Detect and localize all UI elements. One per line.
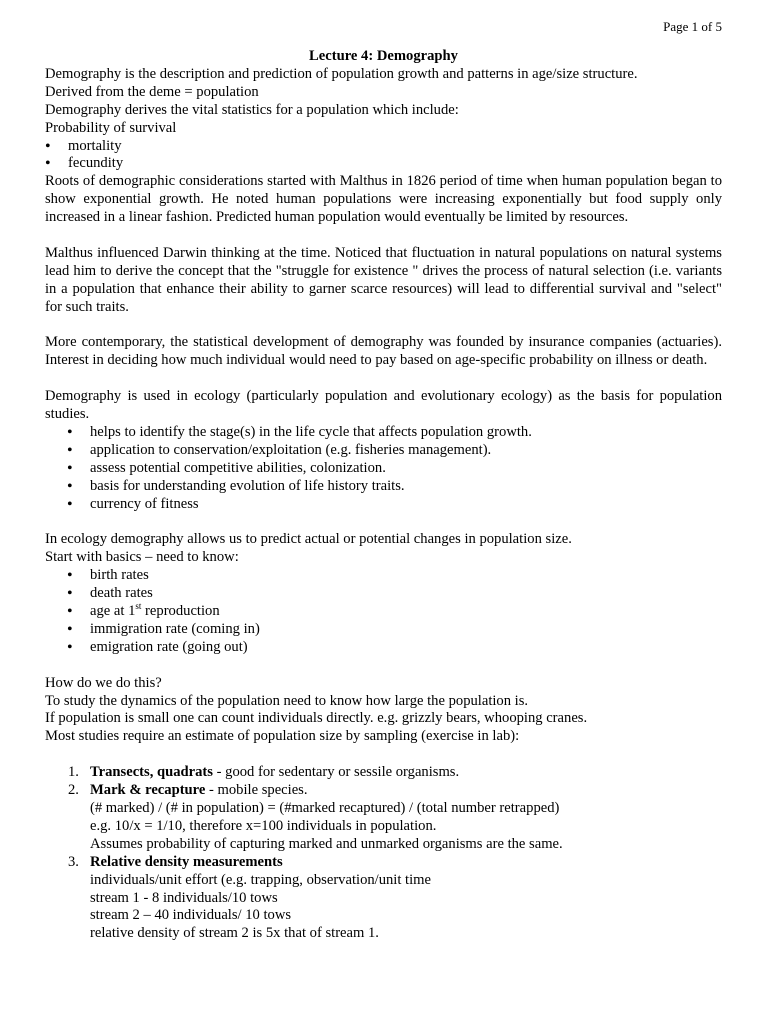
list-item: • currency of fitness [45, 496, 722, 514]
ordinal-suffix: st [135, 601, 142, 612]
how-line: To study the dynamics of the population need to know how large the population is. [45, 692, 529, 709]
predict-line: In ecology demography allows us to predict actual or potential changes in population size. [45, 531, 572, 548]
list-item: • helps to identify the stage(s) in the life cycle that affects population growth. [45, 424, 722, 442]
list-item: • mortality [45, 138, 722, 156]
list-item: • assess potential competitive abilities, colonization. [45, 460, 722, 478]
list-number: 2. [68, 782, 79, 799]
intro-line: Demography is the description and prediction of population growth and patterns in age/size structure. [45, 65, 638, 82]
paragraph-ecology: Demography is used in ecology (particularly population and evolutionary ecology) as the basis for population studies. [45, 388, 722, 423]
how-line: How do we do this? [45, 674, 162, 691]
age-prefix: age at 1 [90, 603, 136, 620]
method-desc: - mobile species. [205, 782, 308, 799]
method-desc: - good for sedentary or sessile organisms. [212, 764, 460, 781]
intro-line: Derived from the deme = population [45, 83, 259, 100]
method-title: Relative density measurements [90, 853, 283, 870]
list-number: 1. [68, 764, 79, 781]
ecology-list [45, 424, 722, 514]
document-page [45, 0, 722, 943]
how-line: Most studies require an estimate of population size by sampling (exercise in lab): [45, 728, 520, 745]
method-line: individuals/unit effort (e.g. trapping, observation/unit time [90, 871, 432, 888]
method-line: stream 2 – 40 individuals/ 10 tows [90, 907, 292, 924]
age-suffix: reproduction [141, 603, 220, 620]
paragraph-actuaries: More contemporary, the statistical development of demography was founded by insurance companies (actuaries). Interest in deciding how much individual would need to pay based on age-specific probability on illness or death. [45, 334, 722, 369]
list-item: • basis for understanding evolution of life history traits. [45, 478, 722, 496]
list-item: • fecundity [45, 155, 722, 173]
list-number: 3. [68, 853, 79, 870]
predict-line: Start with basics – need to know: [45, 549, 239, 566]
list-item: • immigration rate (coming in) [45, 621, 722, 639]
method-relative-density [45, 854, 722, 944]
list-item: • death rates [45, 585, 722, 603]
list-item [45, 603, 722, 621]
method-line: e.g. 10/x = 1/10, therefore x=100 individuals in population. [90, 817, 437, 834]
intro-line: Probability of survival [45, 119, 177, 136]
page-number: Page 1 of 5 [663, 19, 722, 34]
basics-list [45, 567, 722, 657]
intro-line: Demography derives the vital statistics for a population which include: [45, 101, 459, 118]
paragraph-malthus: Roots of demographic considerations started with Malthus in 1826 period of time when human population began to show exponential growth. He noted human populations were increasing exponentially but food supply only increased in a linear fashion. Predicted human population would eventually be limited by resources. [45, 173, 722, 226]
method-transects [45, 764, 722, 782]
list-item: • application to conservation/exploitation (e.g. fisheries management). [45, 442, 722, 460]
method-line: (# marked) / (# in population) = (#marked recaptured) / (total number retrapped) [90, 799, 560, 816]
how-line: If population is small one can count individuals directly. e.g. grizzly bears, whooping cranes. [45, 710, 588, 727]
method-mark-recapture [45, 782, 722, 854]
method-line: stream 1 - 8 individuals/10 tows [90, 889, 278, 906]
survival-list [45, 138, 722, 174]
method-line: relative density of stream 2 is 5x that of stream 1. [90, 925, 379, 942]
method-line: Assumes probability of capturing marked and unmarked organisms are the same. [90, 835, 563, 852]
list-item: • birth rates [45, 567, 722, 585]
method-title: Mark & recapture [90, 782, 206, 799]
paragraph-darwin: Malthus influenced Darwin thinking at the time. Noticed that fluctuation in natural populations on natural systems lead him to derive the concept that the "struggle for existence " drives the process of natural selection (i.e. variants in a population that enhance their ability to garner scarce resources) will lead to differential survival and "select" for such traits. [45, 244, 722, 315]
page-title: Lecture 4: Demography [309, 48, 458, 64]
methods-list [45, 764, 722, 943]
method-title: Transects, quadrats [90, 764, 213, 781]
list-item: • emigration rate (going out) [45, 639, 722, 657]
